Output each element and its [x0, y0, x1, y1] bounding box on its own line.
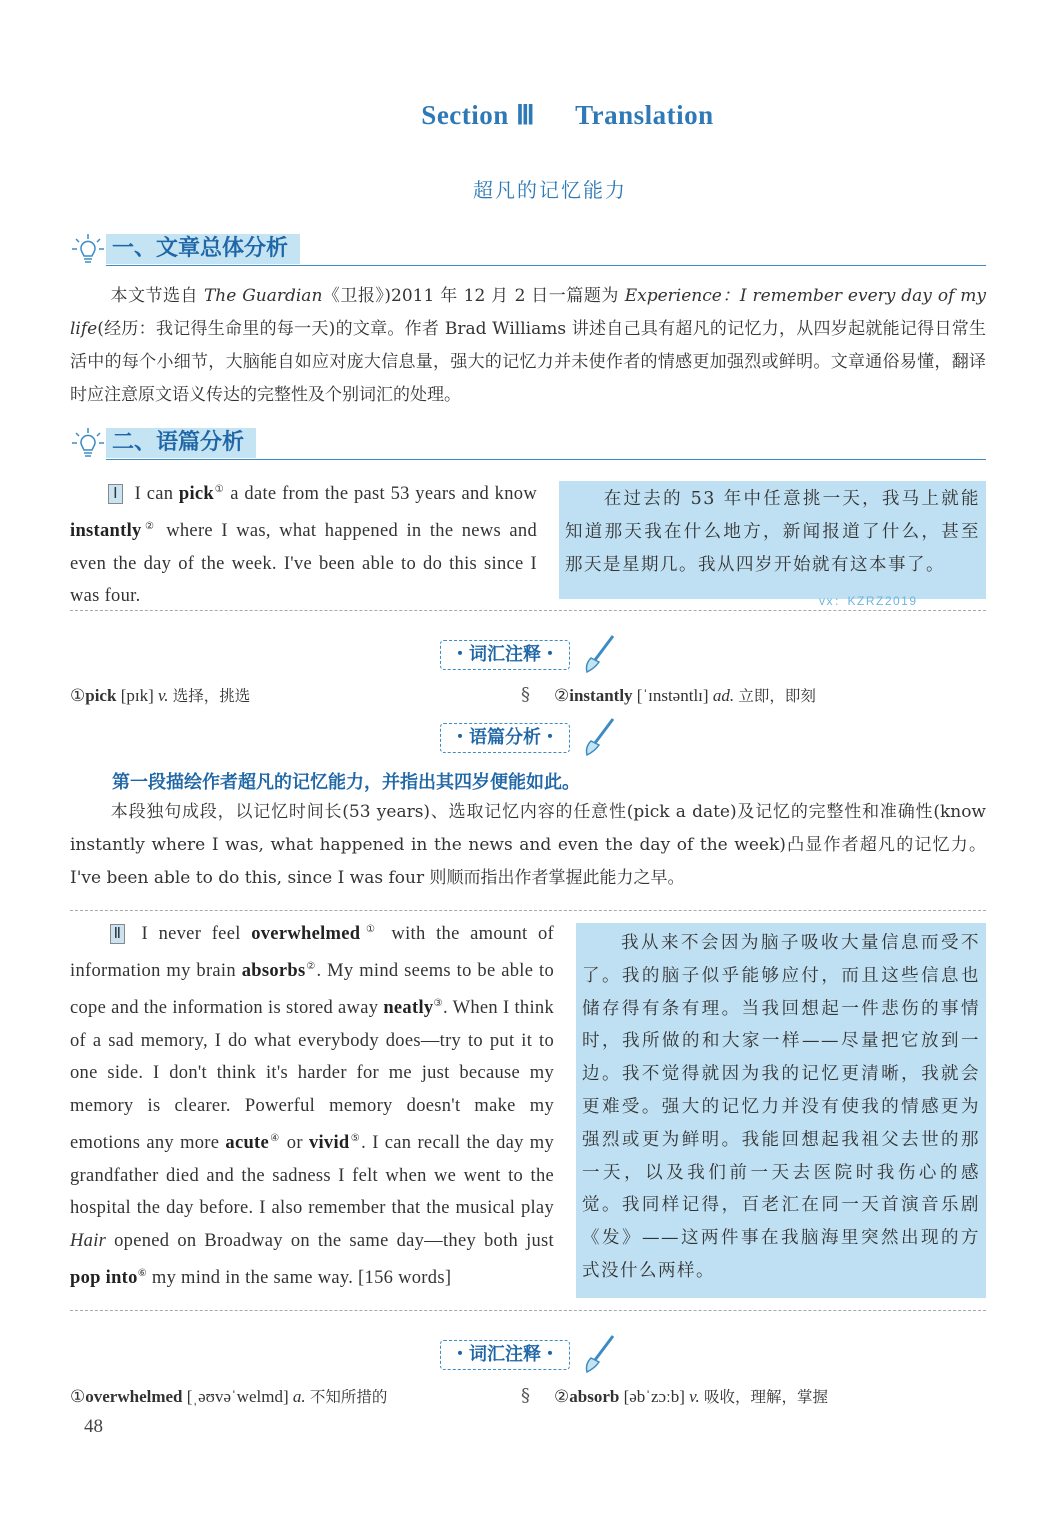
vocab-label: ・词汇注释・	[440, 640, 570, 670]
vocab-label: ・词汇注释・	[440, 1340, 570, 1370]
english-paragraph-1: Ⅰ I can pick① a date from the past 53 years and know instantly② where I was, what happened in the news and even the day of the week. I've been able to do this since I was four.	[70, 484, 538, 607]
paragraph-number: Ⅱ	[110, 924, 125, 944]
vocab-item-absorb: ②absorb [əbˈzɔːb] v. 吸收，理解，掌握	[554, 1387, 828, 1406]
vocab-item-overwhelmed: ①overwhelmed [ˌəʊvəˈwelmd] a. 不知所措的	[70, 1387, 388, 1406]
section-title: Section Ⅲ Translation	[421, 100, 714, 130]
heading-discourse-analysis	[70, 426, 986, 462]
dotted-divider	[70, 910, 986, 911]
overview-paragraph: 本文节选自 The Guardian《卫报》)2011 年 12 月 2 日一篇题为 Experience：I remember every day of my life(经历：我记得生命里的每一天)的文章。作者 Brad Williams 讲述自己具有超凡的记忆力，从四岁起就能记得日常生活中的每个小细节，大脑能自如应对庞大信息量，强大的记忆力并未使作者的情感更加强烈或鲜明。文章通俗易懂，翻译时应注意原文语义传达的完整性及个别词汇的处理。	[70, 286, 987, 405]
lightbulb-icon	[70, 426, 106, 462]
analysis-paragraph: 本段独句成段，以记忆时间长(53 years)、选取记忆内容的任意性(pick a date)及记忆的完整性和准确性(know instantly where I was, what happened in the news and even the day of the week)凸显作者超凡的记忆力。I've been able to do this, since I was four 则顺而指出作者掌握此能力之早。	[70, 802, 986, 888]
dotted-divider	[70, 1310, 986, 1311]
brush-icon	[583, 634, 619, 674]
lightbulb-icon	[70, 232, 106, 268]
paragraph-number: Ⅰ	[108, 484, 123, 504]
heading-text: 一、文章总体分析	[106, 234, 300, 264]
translation-box-1: 在过去的 53 年中任意挑一天，我马上就能知道那天我在什么地方，新闻报道了什么，甚至那天是星期几。我从四岁开始就有这本事了。 vx：KZRZ2019	[559, 481, 986, 599]
separator: §	[521, 684, 530, 705]
analysis-label: ・语篇分析・	[440, 723, 570, 753]
brush-icon	[583, 1334, 619, 1374]
heading-rule	[106, 459, 986, 460]
watermark: vx：KZRZ2019	[819, 594, 918, 608]
vocab-item-pick: ①pick [pɪk] v. 选择，挑选	[70, 686, 251, 705]
article-title: 超凡的记忆能力	[473, 178, 627, 202]
analysis-heading: 第一段描绘作者超凡的记忆能力，并指出其四岁便能如此。	[112, 772, 580, 793]
heading-overall-analysis	[70, 232, 986, 268]
vocab-item-instantly: ②instantly [ˈɪnstəntlɪ] ad. 立即，即刻	[554, 686, 816, 705]
heading-text: 二、语篇分析	[106, 428, 256, 458]
translation-box-2: 我从来不会因为脑子吸收大量信息而受不了。我的脑子似乎能够应付，而且这些信息也储存得有条有理。当我回想起一件悲伤的事情时，我所做的和大家一样——尽量把它放到一边。我不觉得就因为我的记忆更清晰，我就会更难受。强大的记忆力并没有使我的情感更为强烈或更为鲜明。我能回想起我祖父去世的那一天，以及我们前一天去医院时我伤心的感觉。我同样记得，百老汇在同一天首演音乐剧《发》——这两件事在我脑海里突然出现的方式没什么两样。	[576, 923, 986, 1298]
english-paragraph-2: Ⅱ I never feel overwhelmed① with the amount of information my brain absorbs②. My mind seems to be able to cope and the information is stored away neatly③. When I think of a sad memory, I do what everybody does—try to put it to one side. I don't think it's harder for me just because my memory is clearer. Powerful memory doesn't make my emotions any more acute④ or vivid⑤. I can recall the day my grandfather died and the sadness I felt when we went to the hospital the day before. I also remember that the musical play Hair opened on Broadway on the same day—they both just pop into⑥ my mind in the same way. [156 words]	[70, 924, 555, 1288]
separator: §	[521, 1385, 530, 1406]
page-number: 48	[84, 1416, 103, 1437]
brush-icon	[583, 717, 619, 757]
dotted-divider	[70, 610, 986, 611]
heading-rule	[106, 265, 986, 266]
